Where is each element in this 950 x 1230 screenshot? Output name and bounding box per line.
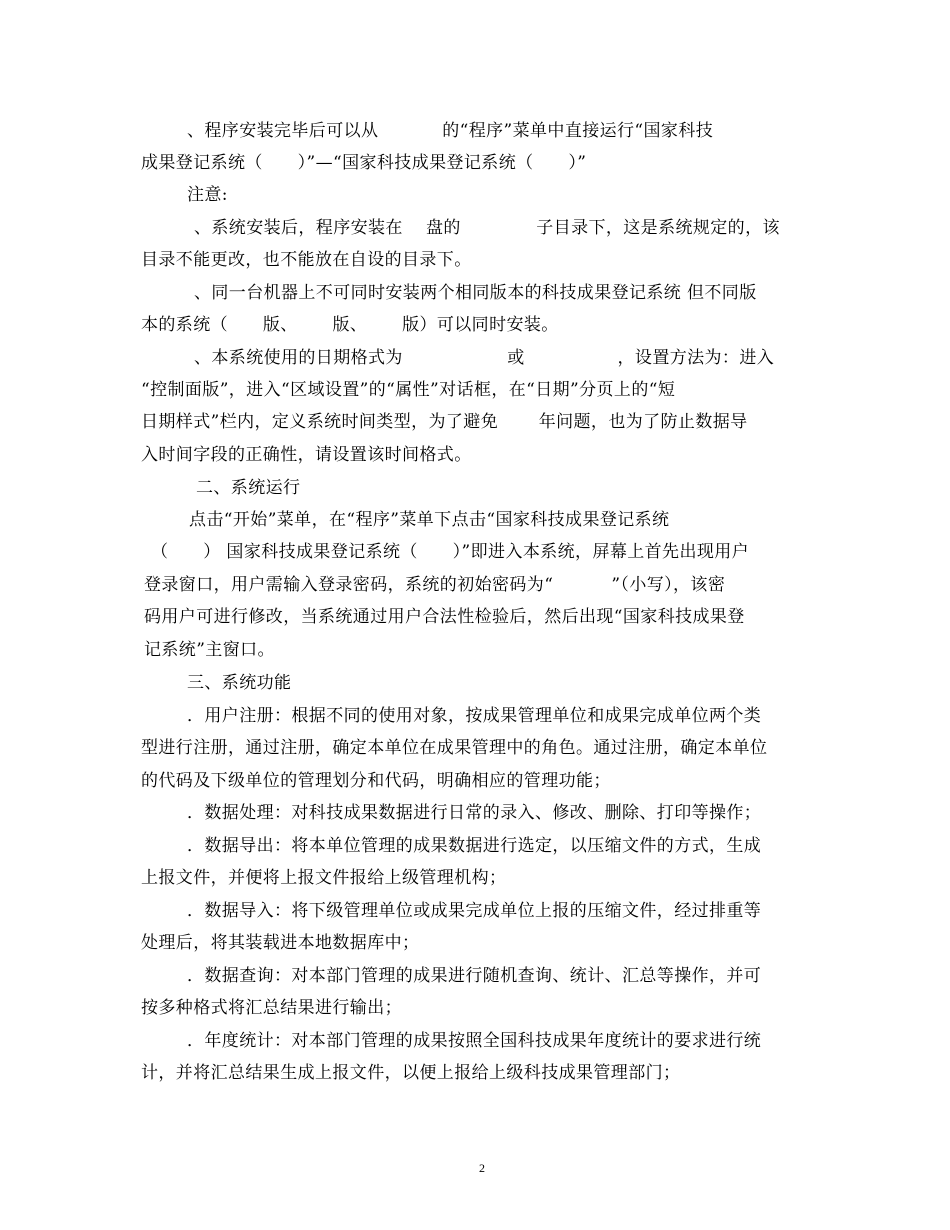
page-number: 2	[479, 1161, 485, 1175]
paragraph-line: 登录窗口，用户需输入登录密码，系统的初始密码为“ ”（小写），该密	[144, 575, 726, 595]
paragraph-line: （ ） 国家科技成果登记系统（ ）”即进入本系统，屏幕上首先出现用户	[151, 542, 750, 562]
paragraph-line: 日期样式”栏内，定义系统时间类型，为了避免 年问题，也为了防止数据导	[141, 412, 748, 432]
paragraph-line: 本的系统（ 版、 版、 版）可以同时安装。	[141, 315, 559, 335]
section-heading: 二、系统运行	[196, 478, 301, 498]
paragraph-line: 的代码及下级单位的管理划分和代码，明确相应的管理功能；	[141, 771, 611, 791]
paragraph-line: 目录不能更改，也不能放在自设的目录下。	[141, 250, 472, 270]
paragraph-line: 处理后，将其装载进本地数据库中；	[141, 933, 420, 953]
paragraph-line: 点击“开始”菜单，在“程序”菜单下点击“国家科技成果登记系统	[189, 510, 670, 530]
section-heading: 三、系统功能	[187, 673, 292, 693]
paragraph-line: 按多种格式将汇总结果进行输出；	[141, 998, 402, 1018]
paragraph-line: “控制面版”，进入“区域设置”的“属性”对话框，在“日期”分页上的“短	[141, 380, 676, 400]
paragraph-line: 码用户可进行修改，当系统通过用户合法性检验后，然后出现“国家科技成果登	[144, 607, 745, 627]
paragraph-line: ．年度统计：对本部门管理的成果按照全国科技成果年度统计的要求进行统	[187, 1031, 762, 1051]
paragraph-line: 上报文件，并便将上报文件报给上级管理机构；	[141, 868, 507, 888]
paragraph-line: 、系统安装后，程序安装在 盘的 子目录下，这是系统规定的，该	[194, 218, 780, 238]
paragraph-line: 计，并将汇总结果生成上报文件，以便上报给上级科技成果管理部门；	[141, 1063, 681, 1083]
paragraph-line: 、同一台机器上不可同时安装两个相同版本的科技成果登记系统 但不同版	[194, 283, 757, 303]
paragraph-line: 型进行注册，通过注册，确定本单位在成果管理中的角色。通过注册，确定本单位	[141, 738, 768, 758]
paragraph-line: 记系统”主窗口。	[144, 640, 275, 660]
paragraph-line: ．数据查询：对本部门管理的成果进行随机查询、统计、汇总等操作，并可	[187, 966, 762, 986]
paragraph-line: 成果登记系统（ ）”—“国家科技成果登记系统（ ）”	[141, 153, 587, 173]
paragraph-line: ．数据导出：将本单位管理的成果数据进行选定，以压缩文件的方式，生成	[187, 836, 762, 856]
paragraph-line: 、本系统使用的日期格式为 或 ，设置方法为：进入	[194, 348, 775, 368]
paragraph-line: ．数据处理：对科技成果数据进行日常的录入、修改、删除、打印等操作；	[187, 803, 762, 823]
note-heading: 注意:	[187, 185, 228, 205]
paragraph-line: 入时间字段的正确性，请设置该时间格式。	[141, 445, 472, 465]
paragraph-line: ．数据导入：将下级管理单位或成果完成单位上报的压缩文件，经过排重等	[187, 901, 762, 921]
paragraph-line: 、程序安装完毕后可以从 的“程序”菜单中直接运行“国家科技	[187, 121, 714, 141]
paragraph-line: ．用户注册：根据不同的使用对象，按成果管理单位和成果完成单位两个类	[187, 706, 762, 726]
